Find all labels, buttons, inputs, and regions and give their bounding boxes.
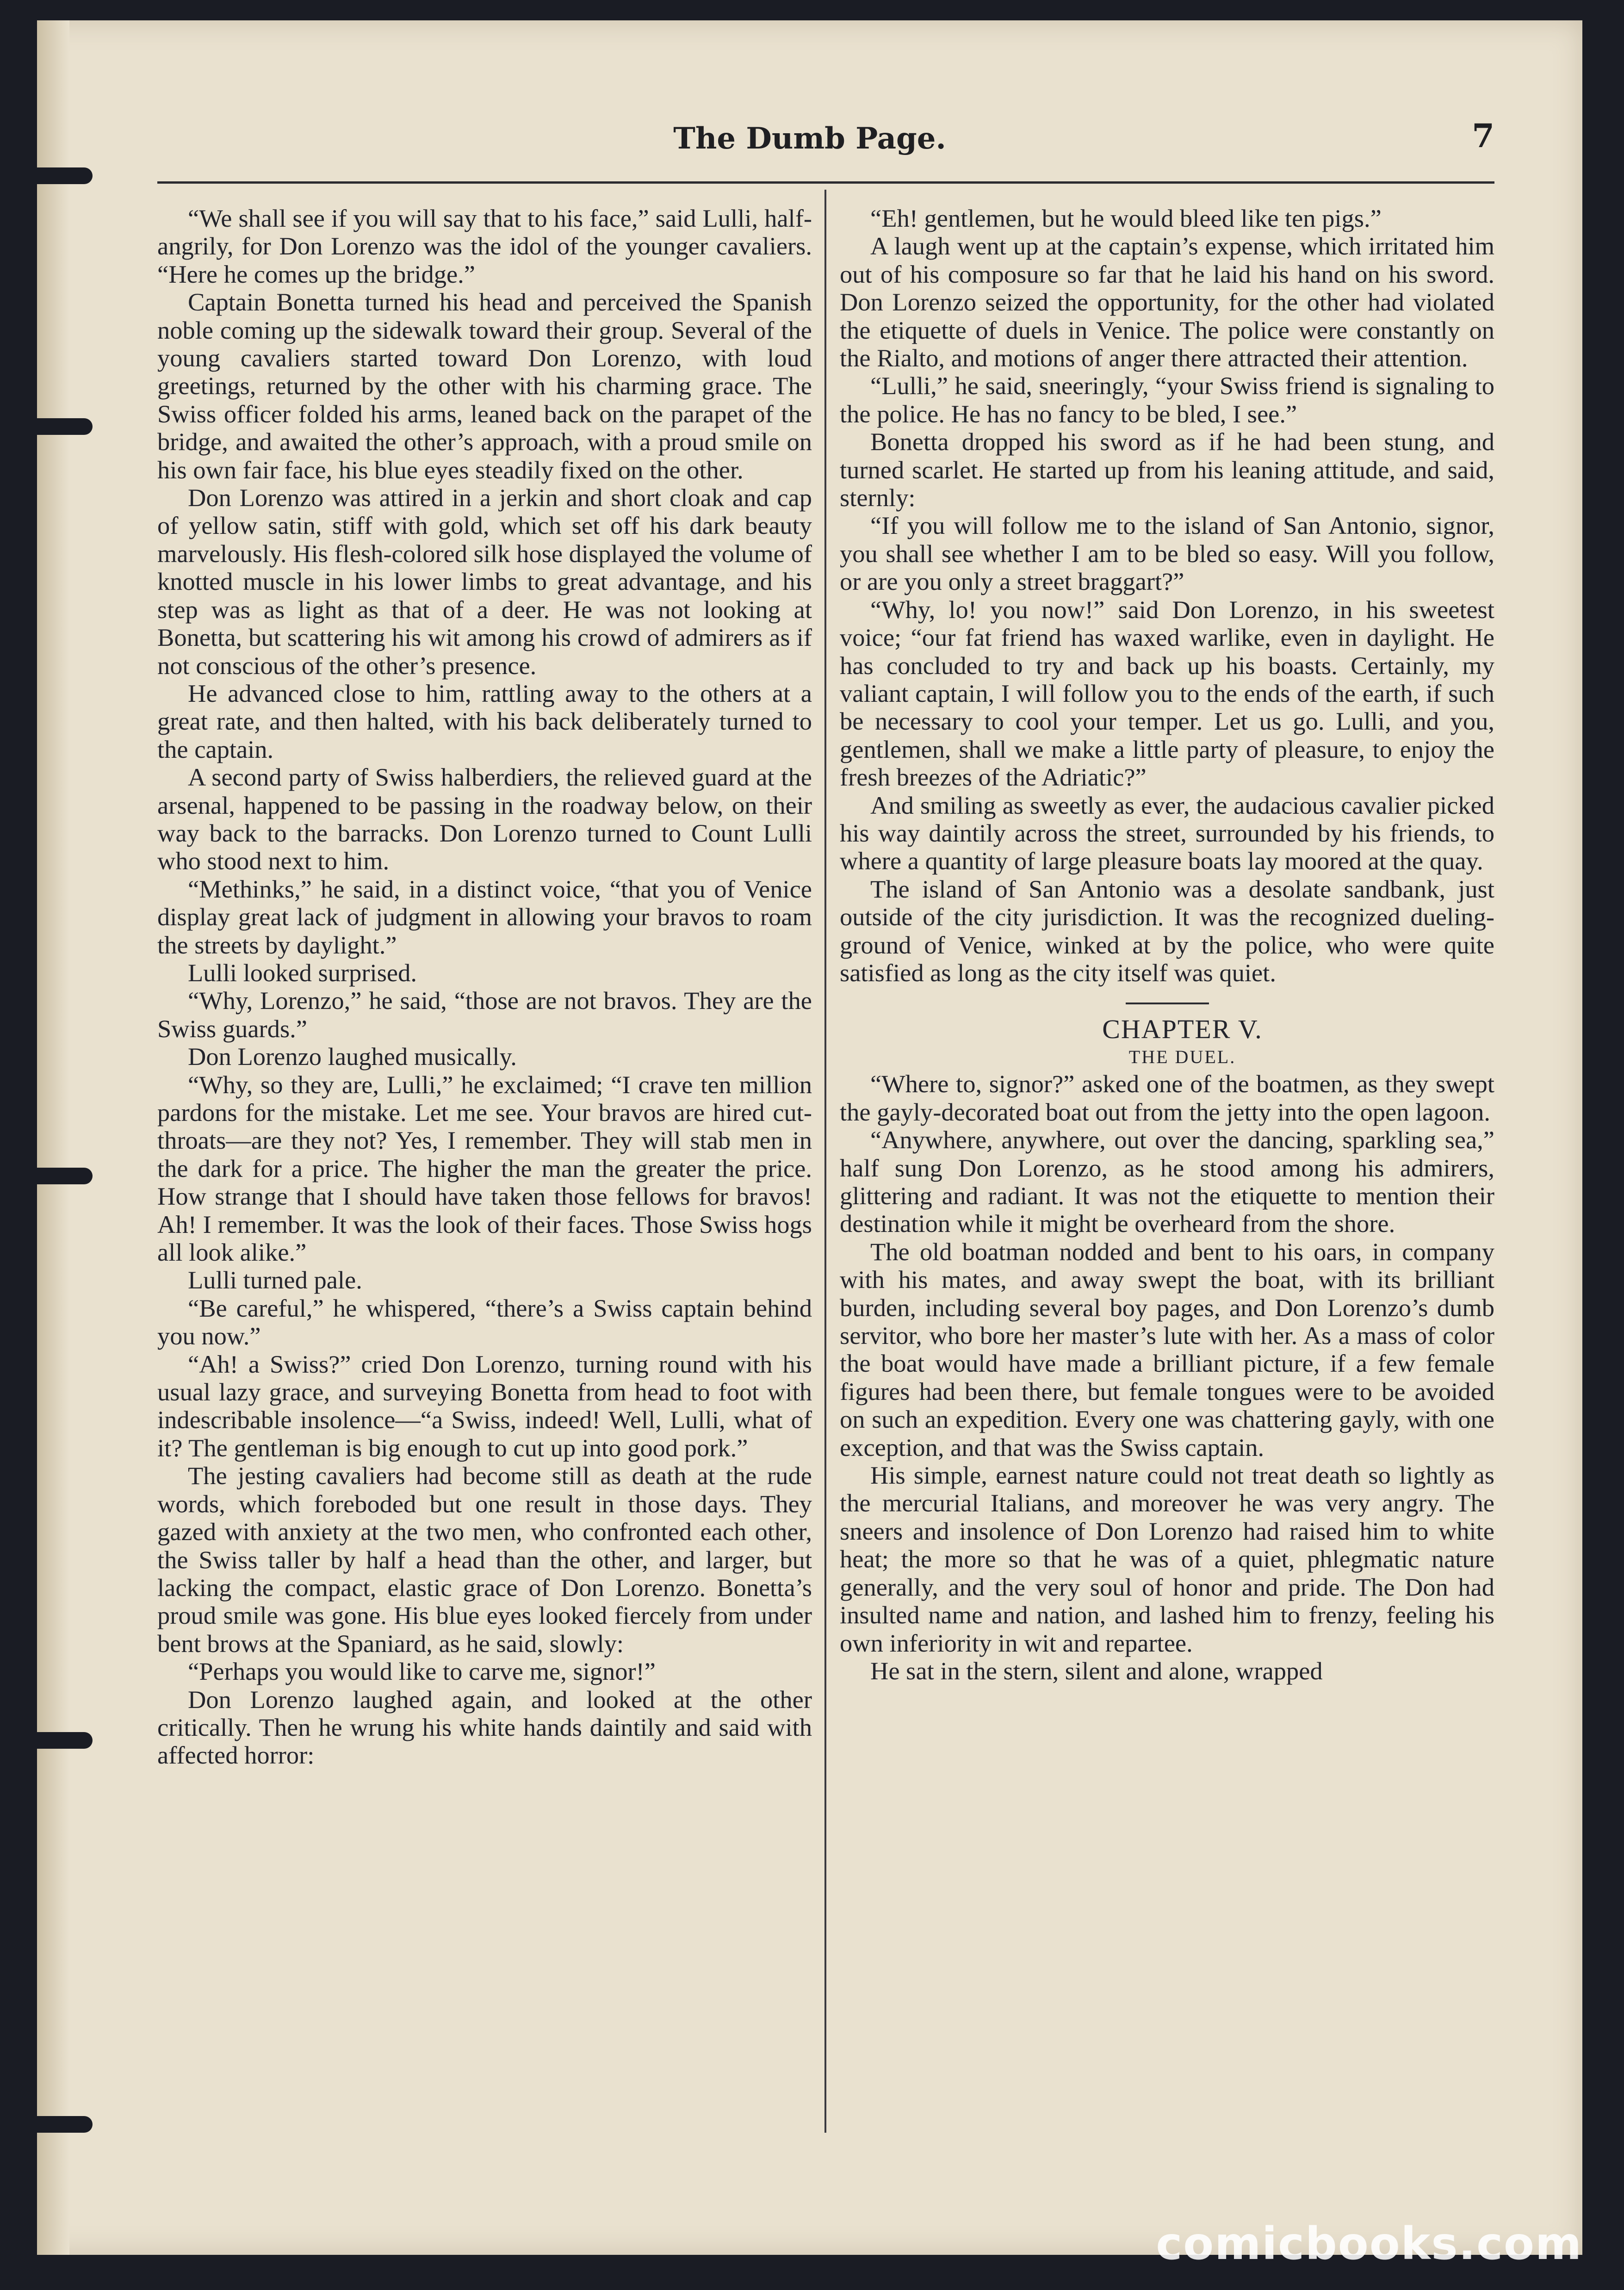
chapter-subtitle: THE DUEL. — [1128, 1046, 1236, 1068]
paragraph: A laugh went up at the captain’s expense, which irritated him out of his composure so far that he laid his hand on his sword. Don Lorenzo seized the opportunity, for the other had violated the etiquette of duels in Venice. The police were constantly on the Rialto, and motions of anger there attracted their attention. — [840, 232, 1494, 372]
paragraph: Lulli looked surprised. — [188, 958, 417, 987]
paragraph: Lulli turned pale. — [188, 1266, 362, 1294]
paragraph: “Why, Lorenzo,” he said, “those are not bravos. They are the Swiss guards.” — [157, 986, 812, 1043]
binding-stitch — [37, 167, 93, 184]
paragraph: His simple, earnest nature could not treat death so lightly as the mercurial Italians, and moreover he was very angry. The sneers and insolence of Don Lorenzo had raised him to white heat; the more so that he was of a quiet, phlegmatic nature generally, and the very soul of honor and pride. The Don had insulted name and nation, and lashed him to frenzy, feeling his own inferiority in wit and repartee. — [840, 1461, 1494, 1657]
page-number: 7 — [1472, 117, 1494, 155]
paragraph: Bonetta dropped his sword as if he had been stung, and turned scarlet. He started up from his leaning attitude, and said, sternly: — [840, 427, 1494, 512]
paragraph: “Perhaps you would like to carve me, signor!” — [188, 1657, 656, 1686]
paragraph: “If you will follow me to the island of San Antonio, signor, you shall see whether I am to be bled so easy. Will you follow, or are you only a street braggart?” — [840, 511, 1494, 596]
paragraph: “We shall see if you will say that to his face,” said Lulli, half-angrily, for Don Lorenzo was the idol of the younger cavaliers. “Here he comes up the bridge.” — [157, 204, 812, 288]
paragraph: The island of San Antonio was a desolate sandbank, just outside of the city jurisdiction. It was the recognized dueling-ground of Venice, winked at by the police, who were quite satisfied as long as the city itself was quiet. — [840, 874, 1494, 987]
paragraph: “Anywhere, anywhere, out over the dancing, sparkling sea,” half sung Don Lorenzo, as he stood among his admirers, glittering and radiant. It was not the etiquette to mention their destination while it might be overheard from the shore. — [840, 1126, 1494, 1238]
right-column — [840, 204, 1494, 2138]
chapter-break-rule — [1126, 1003, 1209, 1004]
paragraph: “Lulli,” he said, sneeringly, “your Swiss friend is signaling to the police. He has no fancy to be bled, I see.” — [840, 371, 1494, 428]
paragraph: “Ah! a Swiss?” cried Don Lorenzo, turning round with his usual lazy grace, and surveying Bonetta from head to foot with indescribable insolence—“a Swiss, indeed! Well, Lulli, what of it? The gentleman is big enough to cut up into good pork.” — [157, 1349, 812, 1462]
paragraph: The jesting cavaliers had become still as death at the rude words, which foreboded but one result in those days. They gazed with anxiety at the two men, who confronted each other, the Swiss taller by half a head than the other, and larger, but lacking the compact, elastic grace of Don Lorenzo. Bonetta’s proud smile was gone. His blue eyes looked fiercely from under bent brows at the Spaniard, as he said, slowly: — [157, 1461, 812, 1658]
running-head-title: The Dumb Page. — [673, 121, 946, 156]
binding-stitch — [37, 1732, 93, 1749]
binding-edge — [37, 20, 69, 2255]
left-column — [157, 204, 812, 2138]
paragraph: Captain Bonetta turned his head and perceived the Spanish noble coming up the sidewalk toward their group. Several of the young cavaliers started toward Don Lorenzo, with loud greetings, returned by the other with his charming grace. The Swiss officer folded his arms, leaned back on the parapet of the bridge, and awaited the other’s approach, with a proud smile on his own fair face, his blue eyes steadily fixed on the other. — [157, 288, 812, 484]
paragraph: And smiling as sweetly as ever, the audacious cavalier picked his way daintily across the street, surrounded by his friends, to where a quantity of large pleasure boats lay moored at the quay. — [840, 791, 1494, 875]
paragraph: “Why, lo! you now!” said Don Lorenzo, in his sweetest voice; “our fat friend has waxed warlike, even in daylight. He has concluded to try and back up his boasts. Certainly, my valiant captain, I will follow you to the ends of the earth, if such be necessary to cool your temper. Let us go. Lulli, and you, gentlemen, shall we make a little party of pleasure, to enjoy the fresh breezes of the Adriatic?” — [840, 595, 1494, 792]
paragraph: Don Lorenzo laughed again, and looked at the other critically. Then he wrung his white hands daintily and said with affected horror: — [157, 1685, 812, 1770]
paragraph: “Where to, signor?” asked one of the boatmen, as they swept the gayly-decorated boat out from the jetty into the open lagoon. — [840, 1070, 1494, 1126]
header-rule — [157, 181, 1494, 184]
paragraph: “Methinks,” he said, in a distinct voice, “that you of Venice display great lack of judgment in allowing your bravos to roam the streets by daylight.” — [157, 874, 812, 959]
paragraph: He advanced close to him, rattling away to the others at a great rate, and then halted, with his back deliberately turned to the captain. — [157, 679, 812, 763]
chapter-title: CHAPTER V. — [1102, 1014, 1263, 1045]
paragraph: “Why, so they are, Lulli,” he exclaimed; “I crave ten million pardons for the mistake. Let me see. Your bravos are hired cut-throats—are they not? Yes, I remember. They will stab men in the dark for a price. The higher the man the greater the price. How strange that I should have taken those fellows for bravos! Ah! I remember. It was the look of their faces. Those Swiss hogs all look alike.” — [157, 1070, 812, 1267]
paragraph: A second party of Swiss halberdiers, the relieved guard at the arsenal, happened to be passing in the roadway below, on their way back to the barracks. Don Lorenzo turned to Count Lulli who stood next to him. — [157, 763, 812, 875]
paragraph: Don Lorenzo was attired in a jerkin and short cloak and cap of yellow satin, stiff with gold, which set off his dark beauty marvelously. His flesh-colored silk hose displayed the volume of knotted muscle in his lower limbs to great advantage, and his step was as light as that of a deer. He was not looking at Bonetta, but scattering his wit among his crowd of admirers as if not conscious of the other’s presence. — [157, 483, 812, 680]
binding-stitch — [37, 1168, 93, 1184]
paragraph: He sat in the stern, silent and alone, wrapped — [870, 1656, 1323, 1685]
paragraph: The old boatman nodded and bent to his oars, in company with his mates, and away swept the boat, with its brilliant burden, including several boy pages, and Don Lorenzo’s dumb servitor, who bore her master’s lute with her. As a mass of color the boat would have made a brilliant picture, if a few female figures had been there, but female tongues were to be avoided on such an expedition. Every one was chattering gayly, with one exception, and that was the Swiss captain. — [840, 1237, 1494, 1461]
watermark: comicbooks.com — [1156, 2218, 1582, 2270]
binding-stitch — [37, 418, 93, 435]
column-divider — [824, 190, 826, 2133]
paragraph: “Be careful,” he whispered, “there’s a Swiss captain behind you now.” — [157, 1294, 812, 1350]
paragraph: Don Lorenzo laughed musically. — [188, 1042, 517, 1071]
paragraph: “Eh! gentlemen, but he would bleed like ten pigs.” — [870, 204, 1382, 232]
binding-stitch — [37, 2116, 93, 2133]
running-head — [125, 107, 1494, 163]
